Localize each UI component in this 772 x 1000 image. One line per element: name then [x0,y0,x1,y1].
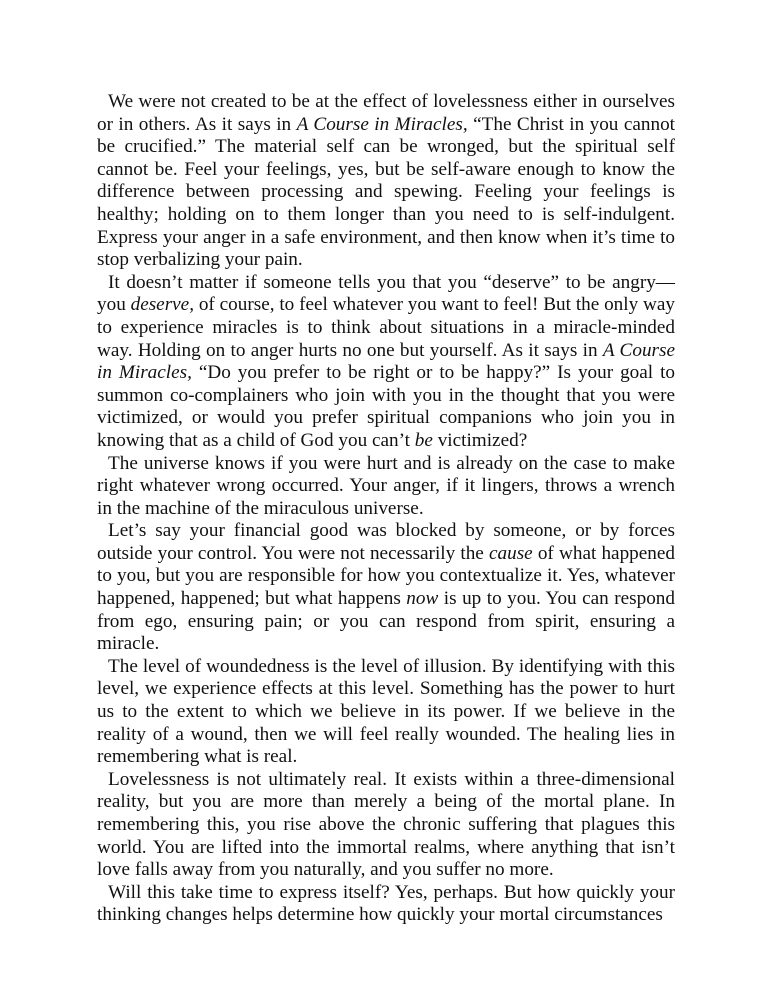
text-segment: victimized? [432,429,528,451]
text-segment: Will this take time to express itself? Yes, perhaps. But how quickly your thinking changes helps determine how quickly your mortal circumstances [97,881,675,926]
text-segment: “The Christ in you cannot be crucified.” The material self can be wronged, but the spiritual self cannot be. Feel your feelings, yes, but be self-aware enough to know the difference between processing and spewing. Feeling your feelings is healthy; holding on to them longer than you need to is self-indulgent. Express your anger in a safe environment, and then know when it’s time to stop verbalizing your pain. [97,113,675,271]
text-segment: Let’s say your financial good was blocked by someone, or by forces outside your control. You were not necessarily the [97,520,675,564]
paragraph-6 [97,769,675,882]
paragraph-5 [97,656,675,769]
paragraph-7 [97,882,675,927]
text-segment: is up to you. You can respond from ego, ensuring pain; or you can respond from spirit, ensuring a miracle. [97,588,675,655]
text-segment: of course, to feel whatever you want to feel! But the only way to experience miracles is to think about situations in a miracle-minded way. Holding on to anger hurts no one but yourself. As it says in [97,294,675,361]
text-segment: “Do you prefer to be right or to be happy?” Is your goal to summon co-complainers who join with you in the thought that you were victimized, or would you prefer spiritual companions who join you in knowing that as a child of God you can’t [97,362,675,451]
paragraph-3 [97,453,675,521]
text-segment: We were not created to be at the effect of lovelessness either in ourselves or in others. As it says in [97,91,675,135]
text-segment: The universe knows if you were hurt and is already on the case to make right whatever wrong occurred. Your anger, if it lingers, throws a wrench in the machine of the miraculous universe. [97,452,675,519]
text-segment: It doesn’t matter if someone tells you that you “deserve” to be angry—you [97,271,675,316]
book-title: A Course in Miracles, [296,113,468,135]
emphasis-text: now [406,588,439,610]
book-page [97,91,675,927]
emphasis-text: be [414,429,433,451]
paragraph-2 [97,272,675,453]
paragraph-1 [97,91,675,272]
text-segment: Lovelessness is not ultimately real. It exists within a three-dimensional reality, but you are more than merely a being of the mortal plane. In remembering this, you rise above the chronic suffering that plagues this world. You are lifted into the immortal realms, where anything that isn’t love falls away from you naturally, and you suffer no more. [97,768,675,881]
book-title: A Course in Miracles, [97,339,675,384]
text-segment: of what happened to you, but you are responsible for how you contextualize it. Yes, whatever happened, happened; but what happens [97,542,675,610]
emphasis-text: deserve, [130,294,194,316]
paragraph-4 [97,520,675,656]
text-segment: The level of woundedness is the level of illusion. By identifying with this level, we experience effects at this level. Something has the power to hurt us to the extent to which we believe in its power. If we believe in the reality of a wound, then we will feel really wounded. The healing lies in remembering what is real. [97,655,675,768]
emphasis-text: cause [488,542,533,564]
